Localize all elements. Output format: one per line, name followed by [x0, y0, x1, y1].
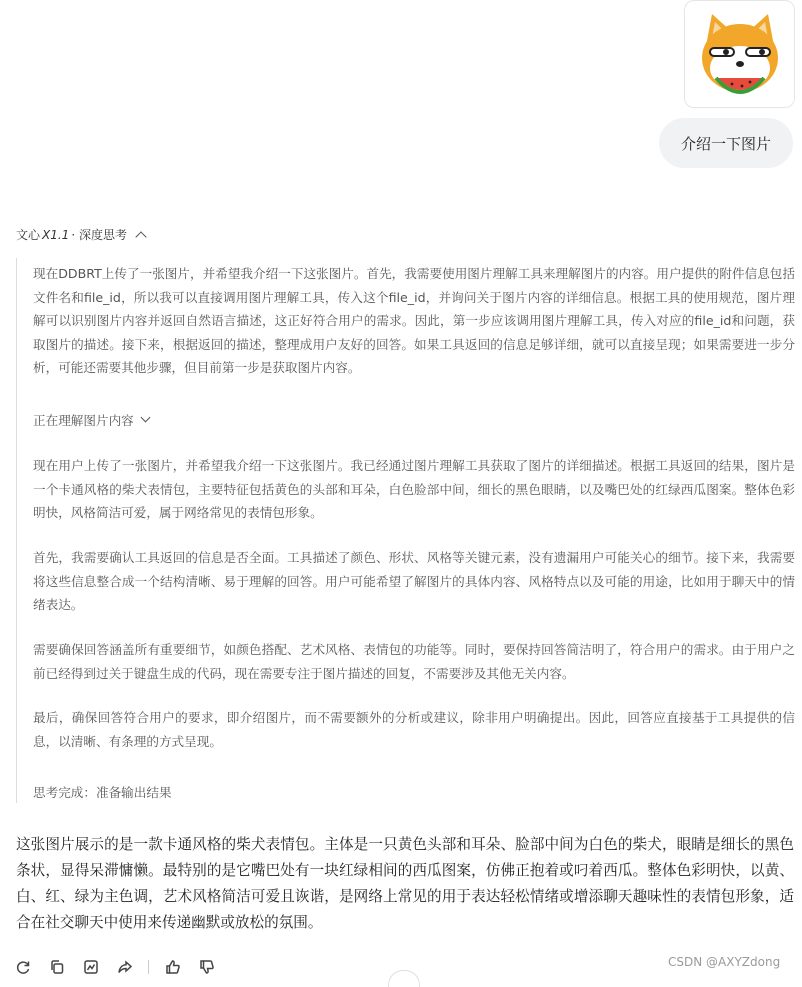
- tool-step-toggle[interactable]: [33, 410, 149, 429]
- thinking-panel: [16, 258, 796, 803]
- share-icon[interactable]: [116, 958, 133, 975]
- thinking-paragraph: 最后，确保回答符合用户的要求，即介绍图片，而不需要额外的分析或建议，除非用户明确提出。因此，回答应直接基于工具提供的信息，以清晰、有条理的方式呈现。: [33, 710, 795, 749]
- thinking-toggle[interactable]: [16, 226, 145, 243]
- thinking-paragraph: 现在用户上传了一张图片，并希望我介绍一下这张图片。我已经通过图片理解工具获取了图片的详细描述。根据工具返回的结果，图片是一个卡通风格的柴犬表情包，主要特征包括黄色的头部和耳朵，白色脸部中间，细长的黑色眼睛，以及嘴巴处的红绿西瓜图案。整体色彩明快，风格简洁可爱，属于网络常见的表情包形象。: [33, 458, 795, 520]
- thumbs-up-icon[interactable]: [164, 958, 181, 975]
- thinking-paragraph: 首先，我需要确认工具返回的信息是否全面。工具描述了颜色、形状、风格等关键元素，没有遗漏用户可能关心的细节。接下来，我需要将这些信息整合成一个结构清晰、易于理解的回答。用户可能希望了解图片的具体内容、风格特点以及可能的用途，比如用于聊天中的情绪表达。: [33, 550, 795, 612]
- thinking-done-label: 思考完成：准备输出结果: [33, 785, 172, 800]
- scroll-to-bottom-button[interactable]: [388, 970, 420, 987]
- user-uploaded-image[interactable]: [684, 0, 795, 108]
- thinking-paragraph: 需要确保回答涵盖所有重要细节，如颜色搭配、艺术风格、表情包的功能等。同时，要保持回答简洁明了，符合用户的需求。由于用户之前已经得到过关于键盘生成的代码，现在需要专注于图片描述的回复，不需要涉及其他无关内容。: [33, 642, 795, 681]
- chevron-down-icon: [140, 413, 150, 423]
- thinking-paragraph: 现在DDBRT上传了一张图片，并希望我介绍一下这张图片。首先，我需要使用图片理解工具来理解图片的内容。用户提供的附件信息包括文件名和file_id，所以我可以直接调用图片理解工具，传入这个file_id，并询问关于图片内容的详细信息。根据工具的使用规范，图片理解可以识别图片内容并返回自然语言描述，这正好符合用户的需求。因此，第一步应该调用图片理解工具，传入对应的file_id和问题，获取图片的描述。接下来，根据返回的描述，整理成用户友好的回答。如果工具返回的信息足够详细，就可以直接呈现；如果需要进一步分析，可能还需要其他步骤，但目前第一步是获取图片内容。: [33, 266, 795, 375]
- copy-icon[interactable]: [48, 958, 65, 975]
- thinking-done-status: [33, 782, 172, 801]
- user-message-bubble: [659, 118, 793, 168]
- assistant-answer: 这张图片展示的是一款卡通风格的柴犬表情包。主体是一只黄色头部和耳朵、脸部中间为白色的柴犬，眼睛是细长的黑色条状，显得呆滞慵懒。最特别的是它嘴巴处有一块红绿相间的西瓜图案，仿佛正抱着或叼着西瓜。整体色彩明快，以黄、白、红、绿为主色调，艺术风格简洁可爱且诙谐，是网络上常见的用于表达轻松情绪或增添聊天趣味性的表情包形象，适合在社交聊天中使用来传递幽默或放松的氛围。: [16, 836, 794, 931]
- thumbs-down-icon[interactable]: [198, 958, 215, 975]
- thinking-header-prefix: 文心: [16, 228, 41, 242]
- thinking-header-suffix: · 深度思考: [71, 228, 127, 242]
- regenerate-icon[interactable]: [14, 958, 31, 975]
- chart-icon[interactable]: [82, 958, 99, 975]
- model-name: X1.1: [42, 227, 70, 242]
- message-action-bar: [14, 958, 215, 975]
- user-message-text: 介绍一下图片: [680, 134, 771, 153]
- toolbar-divider: [148, 960, 149, 974]
- tool-step-label: 正在理解图片内容: [33, 413, 134, 428]
- watermark: CSDN @AXYZdong: [668, 955, 781, 969]
- chevron-up-icon: [135, 231, 146, 242]
- shiba-sticker-image: [692, 6, 788, 102]
